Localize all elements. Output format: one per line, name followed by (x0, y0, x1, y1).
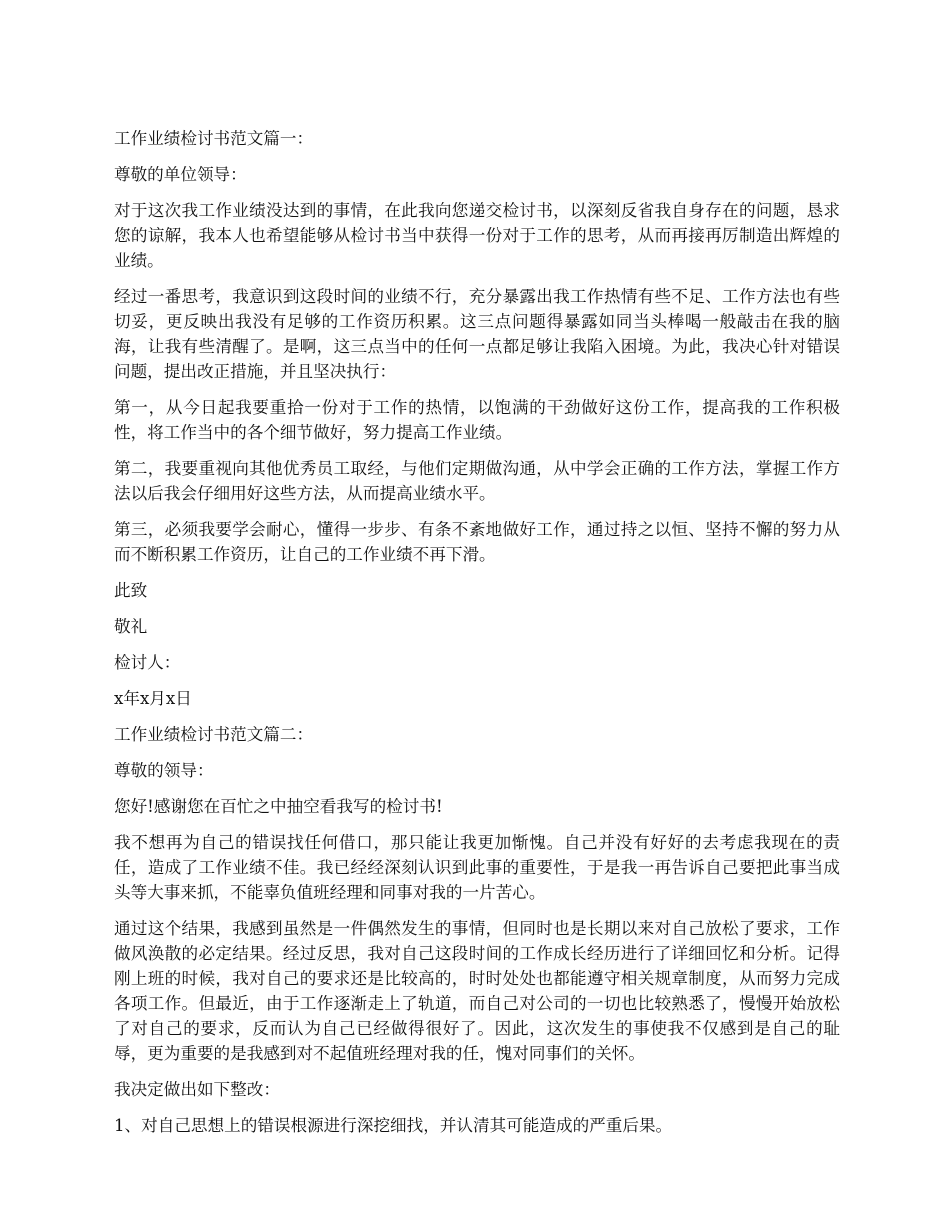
closing-line: 此致 (114, 581, 148, 600)
paragraph: 我决定做出如下整改： (114, 1080, 280, 1099)
salutation: 尊敬的领导： (114, 761, 214, 780)
section-heading-1: 工作业绩检讨书范文篇一： (114, 129, 314, 148)
paragraph: 我不想再为自己的错误找任何借口，那只能让我更加惭愧。自己并没有好好的去考虑我现在的责任，造成了工作业绩不佳。我已经经深刻认识到此事的重要性，于是我一再告诉自己要把此事当成头等大事来抓，不能辜负值班经理和同事对我的一片苦心。 (114, 833, 840, 902)
document-body (114, 126, 840, 1149)
closing-line: 敬礼 (114, 617, 148, 636)
paragraph: 您好!感谢您在百忙之中抽空看我写的检讨书! (114, 797, 443, 816)
paragraph: 对于这次我工作业绩没达到的事情，在此我向您递交检讨书，以深刻反省我自身存在的问题，恳求您的谅解，我本人也希望能够从检讨书当中获得一份对于工作的思考，从而再接再厉制造出辉煌的业绩。 (114, 201, 840, 270)
paragraph: 第一，从今日起我要重拾一份对于工作的热情，以饱满的干劲做好这份工作，提高我的工作积极性，将工作当中的各个细节做好，努力提高工作业绩。 (114, 398, 840, 442)
paragraph: 第三，必须我要学会耐心，懂得一步步、有条不紊地做好工作，通过持之以恒、坚持不懈的努力从而不断积累工作资历，让自己的工作业绩不再下滑。 (114, 520, 840, 564)
list-item: 1、对自己思想上的错误根源进行深挖细找，并认清其可能造成的严重后果。 (114, 1116, 673, 1135)
paragraph: 第二，我要重视向其他优秀员工取经，与他们定期做沟通，从中学会正确的工作方法，掌握工作方法以后我会仔细用好这些方法，从而提高业绩水平。 (114, 459, 840, 503)
section-heading-2: 工作业绩检讨书范文篇二： (114, 725, 314, 744)
paragraph: 通过这个结果，我感到虽然是一件偶然发生的事情，但同时也是长期以来对自己放松了要求，工作做风涣散的必定结果。经过反思，我对自己这段时间的工作成长经历进行了详细回忆和分析。记得刚上班的时候，我对自己的要求还是比较高的，时时处处也都能遵守相关规章制度，从而努力完成各项工作。但最近，由于工作逐渐走上了轨道，而自己对公司的一切也比较熟悉了，慢慢开始放松了对自己的要求，反而认为自己已经做得很好了。因此，这次发生的事使我不仅感到是自己的耻辱，更为重要的是我感到对不起值班经理对我的任，愧对同事们的关怀。 (114, 919, 840, 1063)
date-line: x年x月x日 (114, 689, 192, 708)
salutation: 尊敬的单位领导： (114, 165, 247, 184)
signature-line: 检讨人： (114, 653, 181, 672)
paragraph: 经过一番思考，我意识到这段时间的业绩不行，充分暴露出我工作热情有些不足、工作方法也有些切妥，更反映出我没有足够的工作资历积累。这三点问题得暴露如同当头棒喝一般敲击在我的脑海，让我有些清醒了。是啊，这三点当中的任何一点都足够让我陷入困境。为此，我决心针对错误问题，提出改正措施，并且坚决执行： (114, 287, 840, 381)
